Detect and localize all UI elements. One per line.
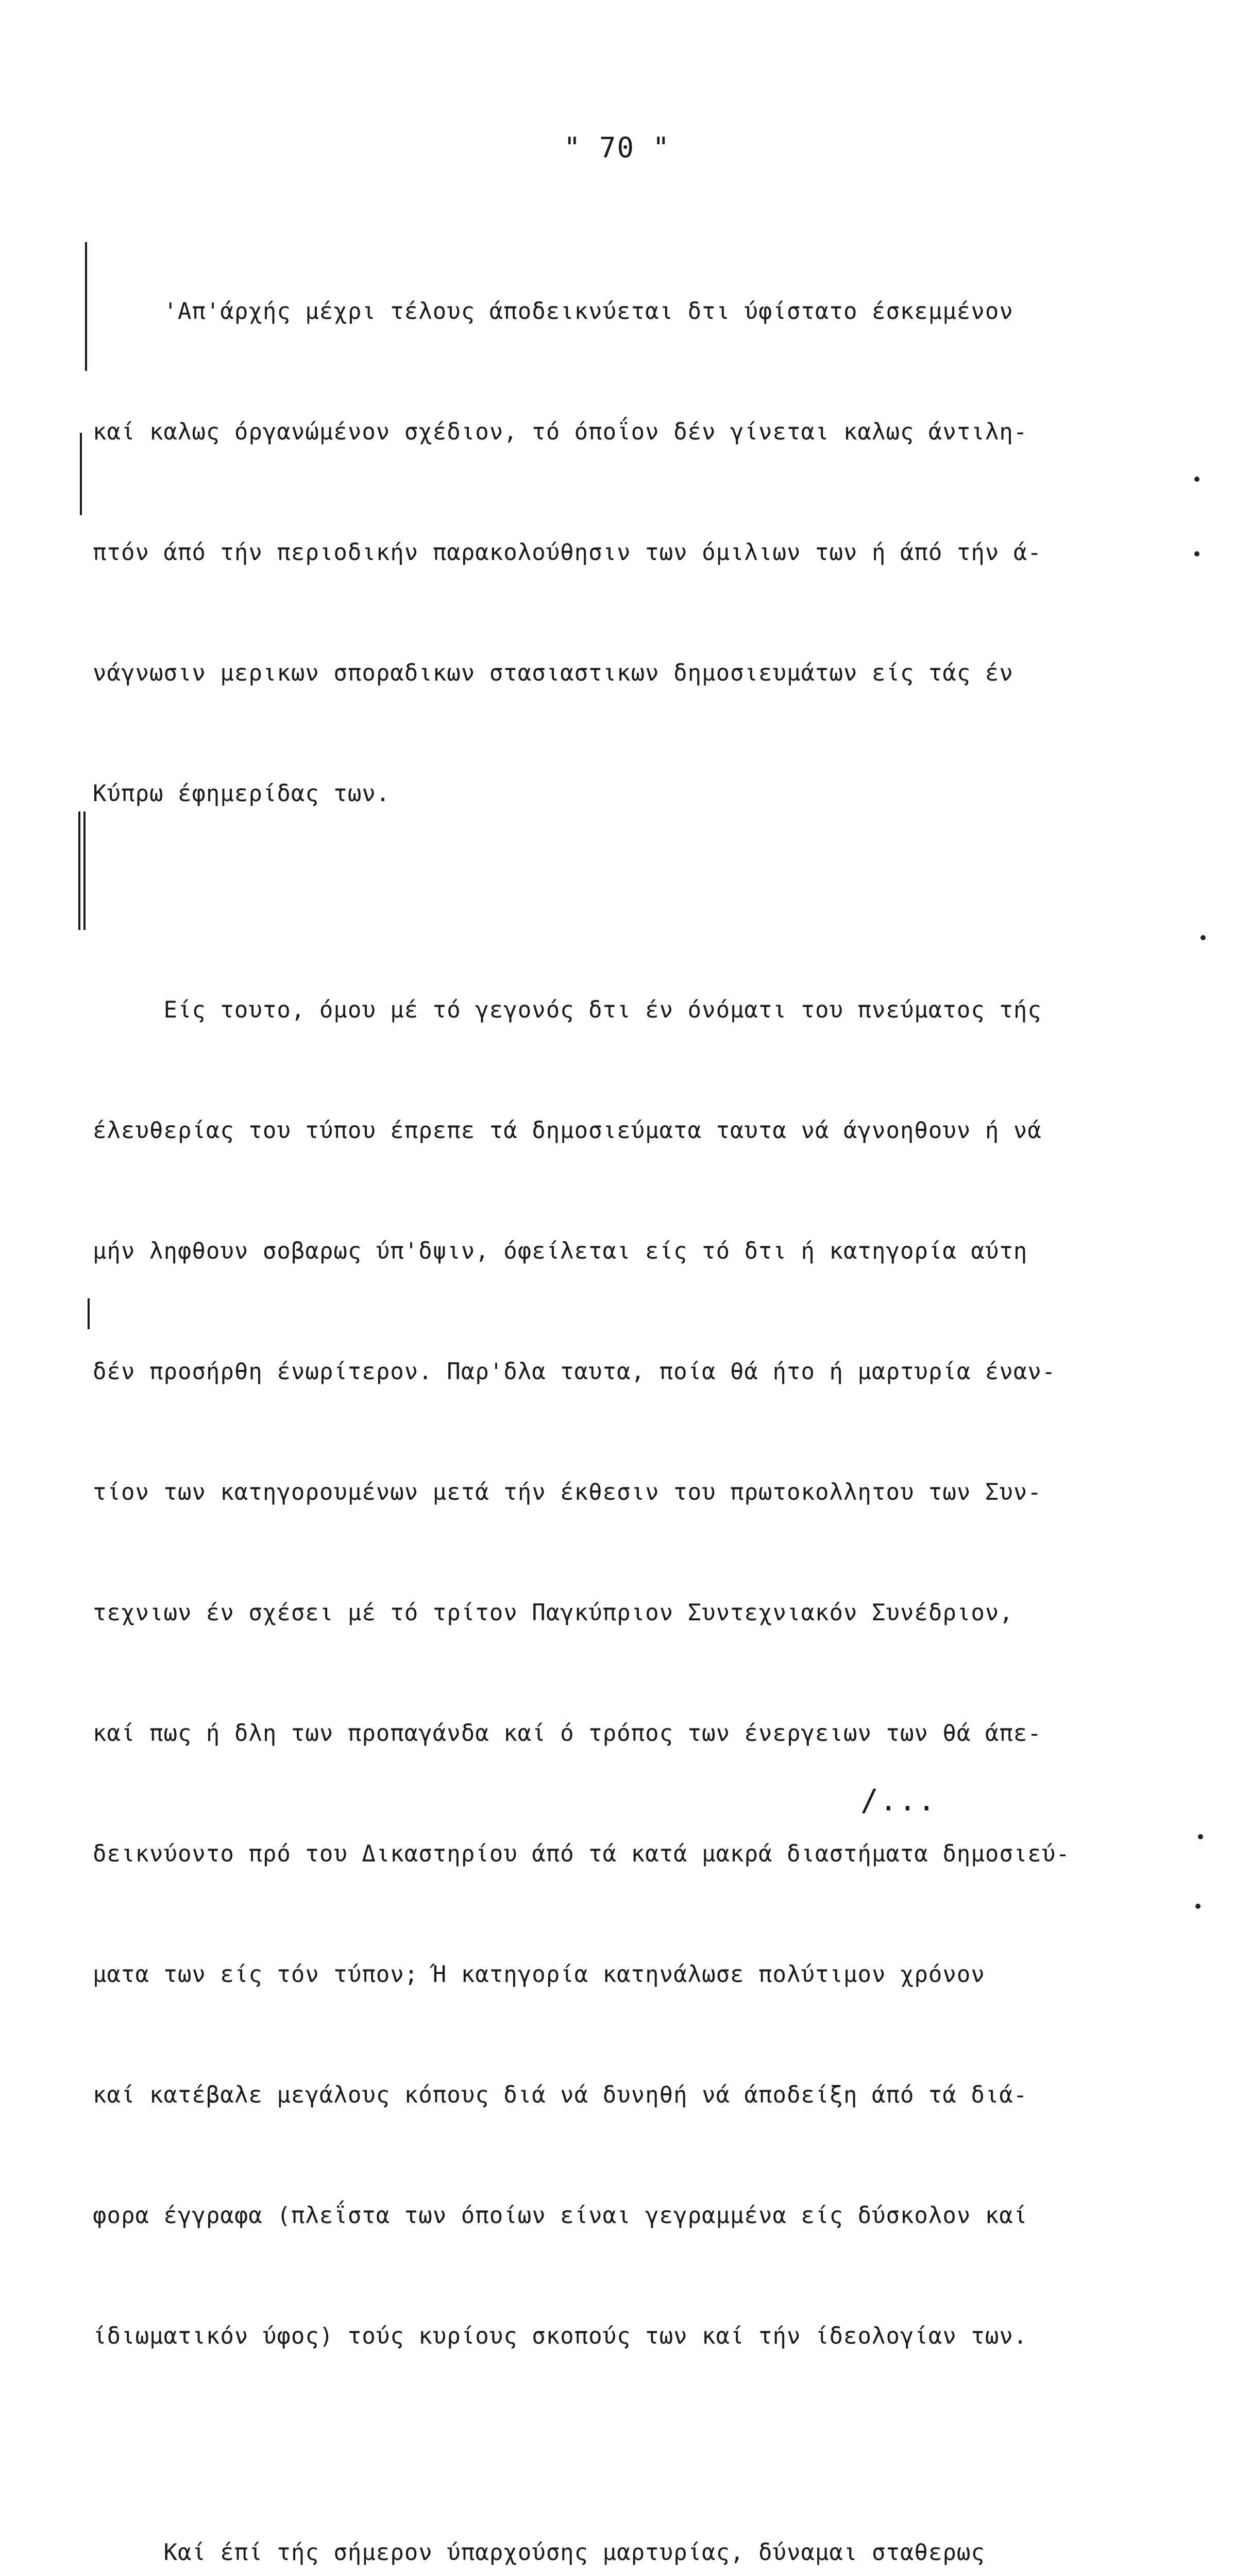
text-line: τεχνιων έν σχέσει μέ τό τρίτον Παγκύπριον Συντεχνιακόν Συνέδριον, <box>93 1600 1013 1626</box>
scan-speck <box>1194 551 1199 556</box>
scan-speck <box>1198 1834 1203 1839</box>
text-line: ματα των είς τόν τύπον; Ή κατηγορία κατηνάλωσε πολύτιμον χρόνον <box>93 1961 985 1988</box>
scan-speck <box>1194 477 1199 482</box>
text-line: δεικνύοντο πρό του Δικαστηρίου άπό τά κατά μακρά διαστήματα δημοσιεύ- <box>93 1841 1070 1867</box>
margin-bracket-4 <box>88 1298 90 1329</box>
scan-speck <box>1201 935 1206 940</box>
margin-bracket-3 <box>83 811 86 930</box>
page-number: " 70 " <box>563 131 671 164</box>
text-line: 'Απ'άρχής μέχρι τέλους άποδεικνύεται δτι ύφίστατο έσκεμμένον <box>93 298 1013 325</box>
text-line: τίον των κατηγορουμένων μετά τήν έκθεσιν του πρωτοκολλητου των Συν- <box>93 1479 1042 1505</box>
text-line: καί καλως όργανώμένον σχέδιον, τό όποΐον δέν γίνεται καλως άντιλη- <box>93 419 1028 445</box>
continuation-mark: /... <box>860 1783 937 1818</box>
text-line: δέν προσήρθη ένωρίτερον. Παρ'δλα ταυτα, ποία θά ήτο ή μαρτυρία έναν- <box>93 1359 1056 1385</box>
paragraph <box>93 910 1175 2437</box>
text-line: μήν ληφθουν σοβαρως ύπ'δψιν, όφείλεται είς τό δτι ή κατηγορία αύτη <box>93 1238 1028 1264</box>
text-line: πτόν άπό τήν περιοδικήν παρακολούθησιν των όμιλιων των ή άπό τήν ά- <box>93 539 1042 566</box>
margin-bracket-2 <box>80 433 82 515</box>
text-line: καί κατέβαλε μεγάλους κόπους διά νά δυνηθή νά άποδείξη άπό τά διά- <box>93 2082 1028 2108</box>
text-line: έλευθερίας του τύπου έπρεπε τά δημοσιεύματα ταυτα νά άγνοηθουν ή νά <box>93 1117 1042 1144</box>
text-line: καί πως ή δλη των προπαγάνδα καί ό τρόπος των ένεργειων των θά άπε- <box>93 1720 1042 1747</box>
text-line: Κύπρω έφημερίδας των. <box>93 781 391 807</box>
body-text <box>93 211 1175 2576</box>
paragraph <box>93 2452 1175 2576</box>
paragraph <box>93 211 1175 894</box>
text-line: φορα έγγραφα (πλεΐστα των όποίων είναι γεγραμμένα είς δύσκολον καί <box>93 2202 1028 2229</box>
scan-speck <box>1195 1904 1201 1909</box>
text-line: Είς τουτο, όμου μέ τό γεγονός δτι έν όνόματι του πνεύματος τής <box>93 997 1042 1023</box>
text-line: νάγνωσιν μερικων σποραδικων στασιαστικων δημοσιευμάτων είς τάς έν <box>93 660 1013 686</box>
margin-bracket-1 <box>85 242 87 371</box>
text-line: Καί έπί τής σήμερον ύπαρχούσης μαρτυρίας, δύναμαι σταθερως <box>93 2539 985 2566</box>
text-line: ίδιωματικόν ύφος) τούς κυρίους σκοπούς των καί τήν ίδεολογίαν των. <box>93 2323 1028 2349</box>
